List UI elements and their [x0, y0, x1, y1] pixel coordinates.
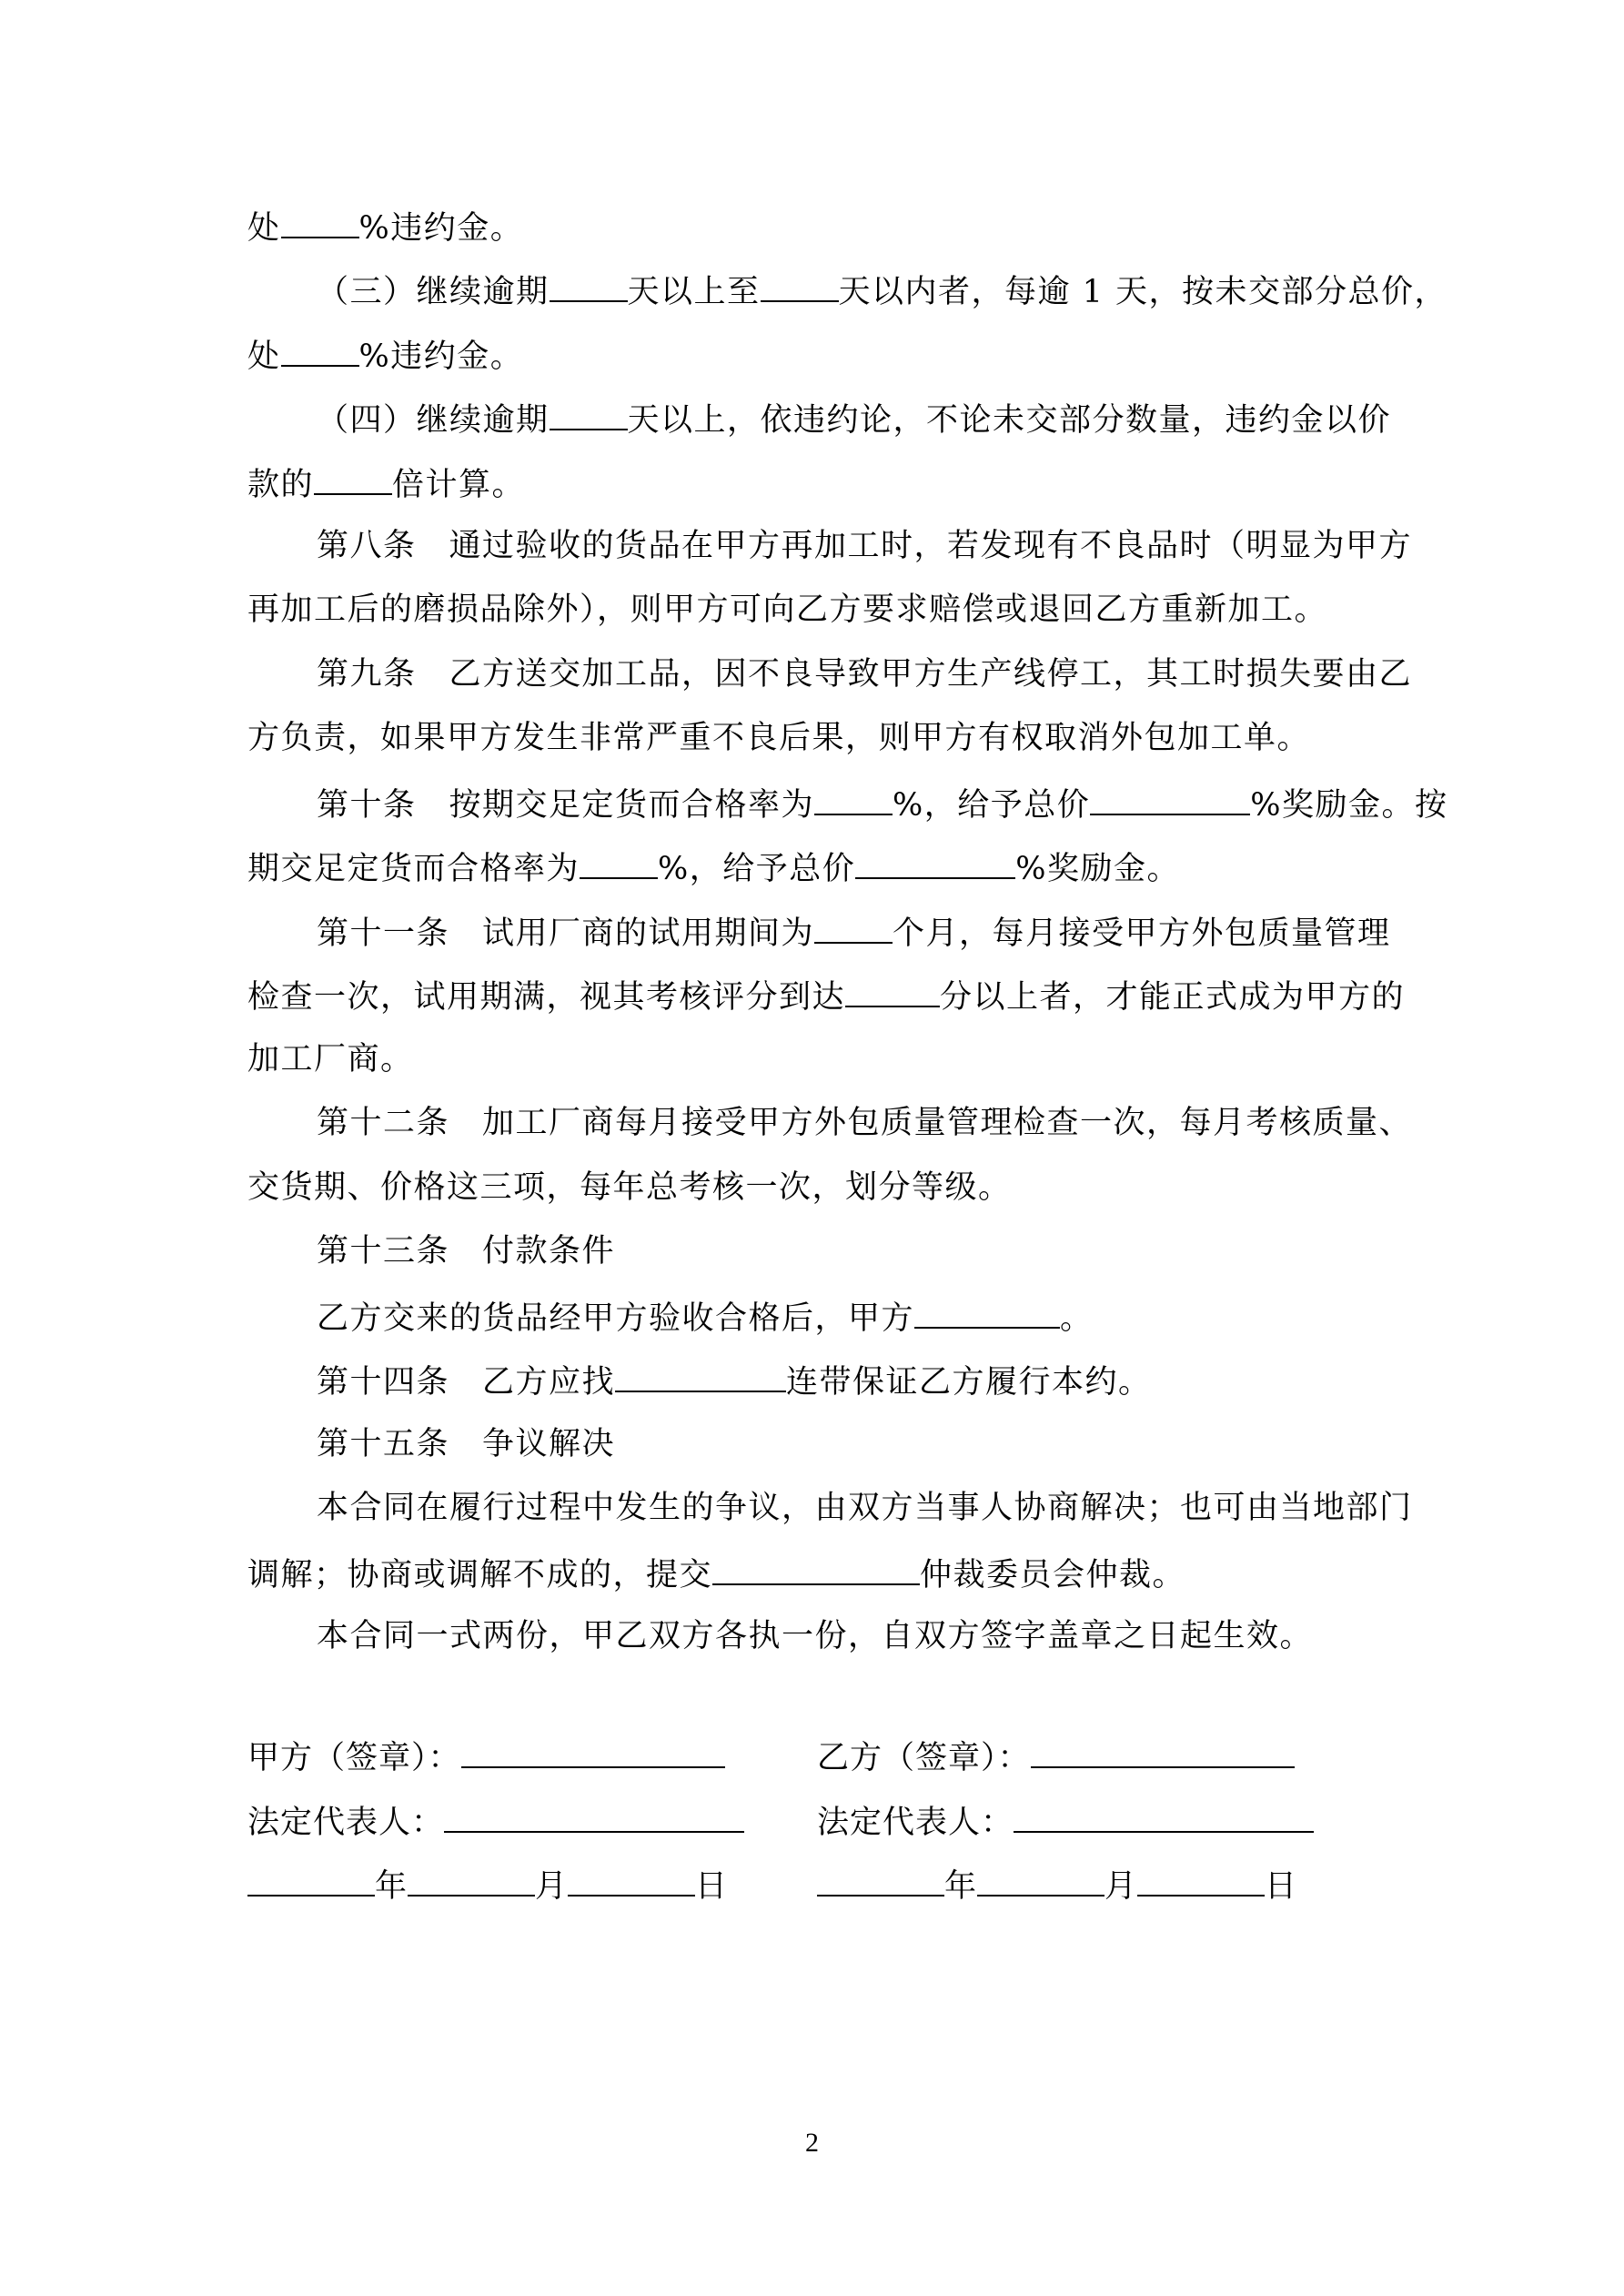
party-a-rep-field[interactable]	[444, 1800, 744, 1833]
article-11-cont	[247, 975, 1406, 1017]
text: 本合同一式两份，甲乙双方各执一份，自双方签字盖章之日起生效。	[317, 1618, 1314, 1654]
text: 通过验收的货品在甲方再加工时，若发现有不良品时（明显为甲方	[449, 528, 1413, 564]
day-label: 日	[1265, 1868, 1298, 1905]
text: 期交足定货而合格率为	[247, 851, 580, 887]
closing-clause	[317, 1616, 1454, 1656]
article-heading: 争议解决	[482, 1426, 616, 1462]
article-15	[317, 1424, 1454, 1464]
text: 试用厂商的试用期间为	[482, 915, 815, 952]
article-title: 第十四条	[317, 1364, 450, 1401]
party-b-day-field[interactable]	[1137, 1864, 1265, 1896]
article-title: 第八条	[317, 528, 417, 564]
party-b-month-field[interactable]	[977, 1864, 1105, 1896]
text: （四）继续逾期	[317, 402, 550, 439]
blank-field[interactable]	[615, 1360, 786, 1392]
text: %违约金。	[358, 339, 524, 375]
party-b-rep	[817, 1800, 1314, 1843]
article-title: 第十二条	[317, 1105, 450, 1141]
text: 仲裁委员会仲裁。	[920, 1557, 1186, 1593]
party-a-day-field[interactable]	[568, 1864, 695, 1896]
blank-field[interactable]	[914, 1296, 1060, 1329]
penalty-clause-3	[317, 269, 1454, 312]
penalty-clause-4	[317, 398, 1454, 440]
blank-field[interactable]	[550, 398, 628, 430]
article-9-cont	[247, 718, 1385, 758]
text: 天以内者，每逾 1 天，按未交部分总价，	[838, 274, 1448, 310]
article-12	[317, 1103, 1454, 1143]
text: 按期交足定货而合格率为	[449, 787, 815, 824]
text: 调解；协商或调解不成的，提交	[247, 1557, 713, 1593]
year-label: 年	[375, 1868, 409, 1905]
text: 。	[1060, 1300, 1094, 1337]
day-label: 日	[695, 1868, 729, 1905]
article-10	[317, 783, 1454, 825]
article-9	[317, 654, 1454, 694]
text: 分以上者，才能正式成为甲方的	[940, 979, 1406, 1016]
article-title: 第十五条	[317, 1426, 450, 1462]
article-11-cont-2	[247, 1039, 1385, 1079]
blank-field[interactable]	[712, 1553, 920, 1585]
article-13	[317, 1231, 1454, 1271]
article-title: 第十一条	[317, 915, 450, 952]
article-15-body-cont	[247, 1553, 1385, 1595]
text: %违约金。	[358, 210, 524, 247]
party-a-rep	[247, 1800, 744, 1843]
party-b-seal-field[interactable]	[1031, 1735, 1295, 1768]
article-14	[317, 1360, 1454, 1402]
party-b-date	[817, 1864, 1297, 1907]
article-title: 第九条	[317, 656, 417, 693]
party-a-seal	[247, 1735, 725, 1778]
blank-field[interactable]	[761, 269, 839, 302]
article-15-body	[317, 1488, 1454, 1528]
text: 天以上至	[627, 274, 761, 310]
seal-label: 甲方（签章）：	[247, 1740, 461, 1776]
text: 交货期、价格这三项，每年总考核一次，划分等级。	[247, 1169, 1012, 1206]
article-heading: 付款条件	[482, 1233, 616, 1269]
blank-field[interactable]	[814, 911, 893, 944]
text: （三）继续逾期	[317, 274, 550, 310]
party-a-date	[247, 1864, 728, 1907]
month-label: 月	[535, 1868, 569, 1905]
page-number: 2	[805, 2128, 819, 2158]
rep-label: 法定代表人：	[247, 1805, 445, 1841]
text: %，给予总价	[658, 851, 856, 887]
text: 处	[247, 339, 281, 375]
article-12-cont	[247, 1168, 1385, 1208]
text: 连带保证乙方履行本约。	[786, 1364, 1152, 1401]
blank-field[interactable]	[845, 975, 940, 1007]
text: 乙方交来的货品经甲方验收合格后，甲方	[317, 1300, 915, 1337]
penalty-clause-4-cont	[247, 462, 1385, 505]
party-b-year-field[interactable]	[817, 1864, 944, 1896]
seal-label: 乙方（签章）：	[817, 1740, 1031, 1776]
blank-field[interactable]	[580, 846, 658, 879]
text: 倍计算。	[392, 467, 526, 503]
text: %奖励金。	[1015, 851, 1181, 887]
article-8	[317, 526, 1454, 566]
text: 本合同在履行过程中发生的争议，由双方当事人协商解决；也可由当地部门	[317, 1490, 1413, 1526]
text: 加工厂商。	[247, 1041, 414, 1077]
blank-field[interactable]	[550, 269, 628, 302]
text: 乙方送交加工品，因不良导致甲方生产线停工，其工时损失要由乙	[449, 656, 1413, 693]
penalty-clause-3-cont	[247, 334, 1385, 377]
text: 检查一次，试用期满，视其考核评分到达	[247, 979, 846, 1016]
text: %，给予总价	[893, 787, 1091, 824]
party-a-year-field[interactable]	[247, 1864, 375, 1896]
article-title: 第十三条	[317, 1233, 450, 1269]
blank-field[interactable]	[281, 334, 359, 367]
text: 加工厂商每月接受甲方外包质量管理检查一次，每月考核质量、	[482, 1105, 1413, 1141]
party-b-seal	[817, 1735, 1295, 1778]
party-a-month-field[interactable]	[408, 1864, 535, 1896]
blank-field[interactable]	[314, 462, 392, 495]
blank-field[interactable]	[1090, 783, 1250, 815]
party-a-seal-field[interactable]	[461, 1735, 725, 1768]
article-11	[317, 911, 1454, 954]
text: 处	[247, 210, 281, 247]
month-label: 月	[1105, 1868, 1138, 1905]
text: 个月，每月接受甲方外包质量管理	[893, 915, 1391, 952]
text: 方负责，如果甲方发生非常严重不良后果，则甲方有权取消外包加工单。	[247, 720, 1311, 756]
article-10-cont	[247, 846, 1385, 889]
text: 天以上，依违约论，不论未交部分数量，违约金以价	[627, 402, 1392, 439]
rep-label: 法定代表人：	[817, 1805, 1014, 1841]
penalty-line-2-cont	[247, 206, 1385, 248]
blank-field[interactable]	[281, 206, 359, 238]
text: 款的	[247, 467, 315, 503]
party-b-rep-field[interactable]	[1014, 1800, 1314, 1833]
year-label: 年	[944, 1868, 978, 1905]
article-title: 第十条	[317, 787, 417, 824]
text: 乙方应找	[482, 1364, 616, 1401]
text: %奖励金。按	[1250, 787, 1448, 824]
article-8-cont	[247, 590, 1385, 630]
text: 再加工后的磨损品除外），则甲方可向乙方要求赔偿或退回乙方重新加工。	[247, 592, 1328, 628]
blank-field[interactable]	[855, 846, 1015, 879]
blank-field[interactable]	[814, 783, 893, 815]
article-13-body	[317, 1296, 1454, 1339]
